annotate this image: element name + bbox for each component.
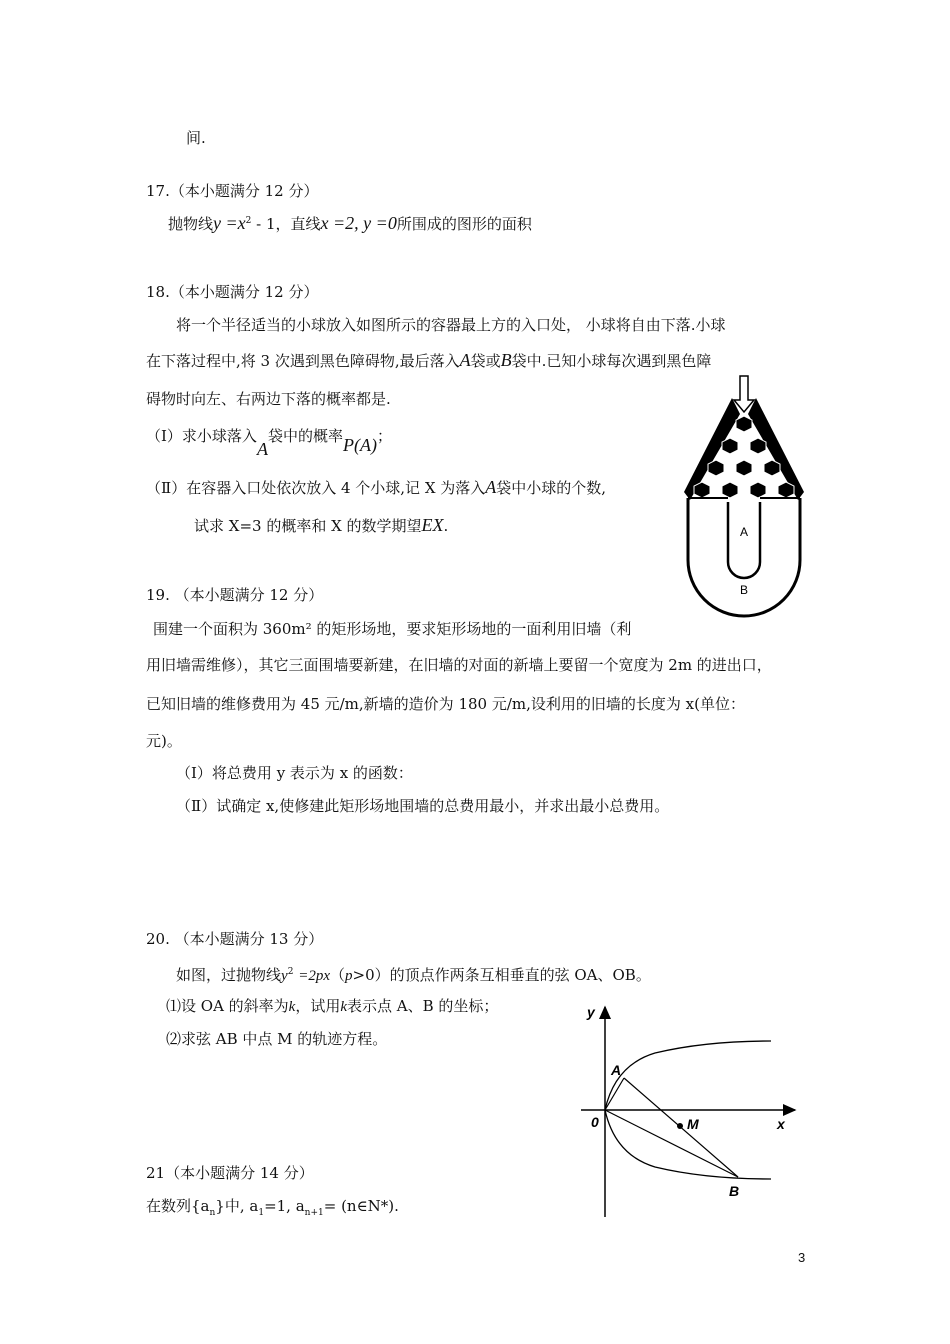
container-figure (680, 372, 820, 634)
page-number: 3 (798, 1250, 806, 1265)
q18-header: 18.（本小题满分 12 分） (146, 283, 319, 301)
chord-oa (605, 1078, 624, 1110)
q19-part2: （Ⅱ）试确定 x,使修建此矩形场地围墙的总费用最小，并求出最小总费用。 (176, 797, 670, 815)
q20-part1: ⑴设 OA 的斜率为k，试用k表示点 A、B 的坐标； (166, 997, 499, 1015)
q18-part2: （Ⅱ）在容器入口处依次放入 4 个小球,记 X 为落入A袋中小球的个数, (146, 477, 607, 497)
q20-line1: 如图，过抛物线$y^2 =2px(p>0)$的顶点作两条互相垂直的弦 OA、OB。 (176, 966, 651, 984)
point-m-label: M (687, 1116, 699, 1132)
point-a-label: A (611, 1062, 622, 1078)
parabola-upper (605, 1041, 771, 1110)
point-b-label: B (729, 1183, 740, 1199)
q18-line3: 碍物时向左、右两边下落的概率都是. (146, 390, 391, 408)
midpoint-m (677, 1123, 683, 1129)
q19-line2: 用旧墙需维修），其它三面围墙要新建，在旧墙的对面的新墙上要留一个宽度为 2m 的进出口， (146, 656, 772, 674)
q20-header: 20. （本小题满分 13 分） (146, 930, 324, 948)
q19-line3: 已知旧墙的维修费用为 45 元/m,新墙的造价为 180 元/m,设利用的旧墙的长度为 x(单位： (146, 695, 745, 713)
q19-line4: 元)。 (146, 732, 182, 750)
q18-part2-cont: 试求 X=3 的概率和 X 的数学期望EX. (194, 515, 449, 535)
continued-text: 间. (186, 129, 206, 147)
bag-a-label: A (739, 525, 749, 539)
q21-header: 21（本小题满分 14 分） (146, 1164, 314, 1182)
chord-ob (605, 1110, 738, 1177)
bag-b-label: B (739, 583, 749, 597)
q17-header: 17.（本小题满分 12 分） (146, 182, 319, 200)
parabola-figure (575, 995, 805, 1220)
q21-text: 在数列$\{a_n\}$中, $a_1=1$, $a_{n+1}=$ (n∈N*). (146, 1197, 399, 1218)
q19-line1: 围建一个面积为 360m² 的矩形场地，要求矩形场地的一面利用旧墙（利 (153, 620, 632, 638)
y-axis-label: y (587, 1004, 595, 1020)
q19-part1: （Ⅰ）将总费用 y 表示为 x 的函数： (176, 764, 413, 782)
q18-line1: 将一个半径适当的小球放入如图所示的容器最上方的入口处， 小球将自由下落.小球 (176, 316, 726, 334)
q17-text: 抛物线$y =x^2 - 1$，直线x =2, y =0所围成的图形的面积 (168, 213, 532, 233)
x-axis-label: x (777, 1116, 785, 1132)
q18-line2: 在下落过程中,将 3 次遇到黑色障碍物,最后落入A袋或B袋中.已知小球每次遇到黑色障 (146, 350, 712, 370)
q20-part2: ⑵求弦 AB 中点 M 的轨迹方程。 (166, 1030, 388, 1048)
origin-label: 0 (591, 1114, 599, 1130)
q19-header: 19. （本小题满分 12 分） (146, 586, 324, 604)
q18-part1: （Ⅰ）求小球落入A袋中的概率P(A)； (146, 427, 392, 459)
entry-arrow-icon (734, 376, 754, 412)
